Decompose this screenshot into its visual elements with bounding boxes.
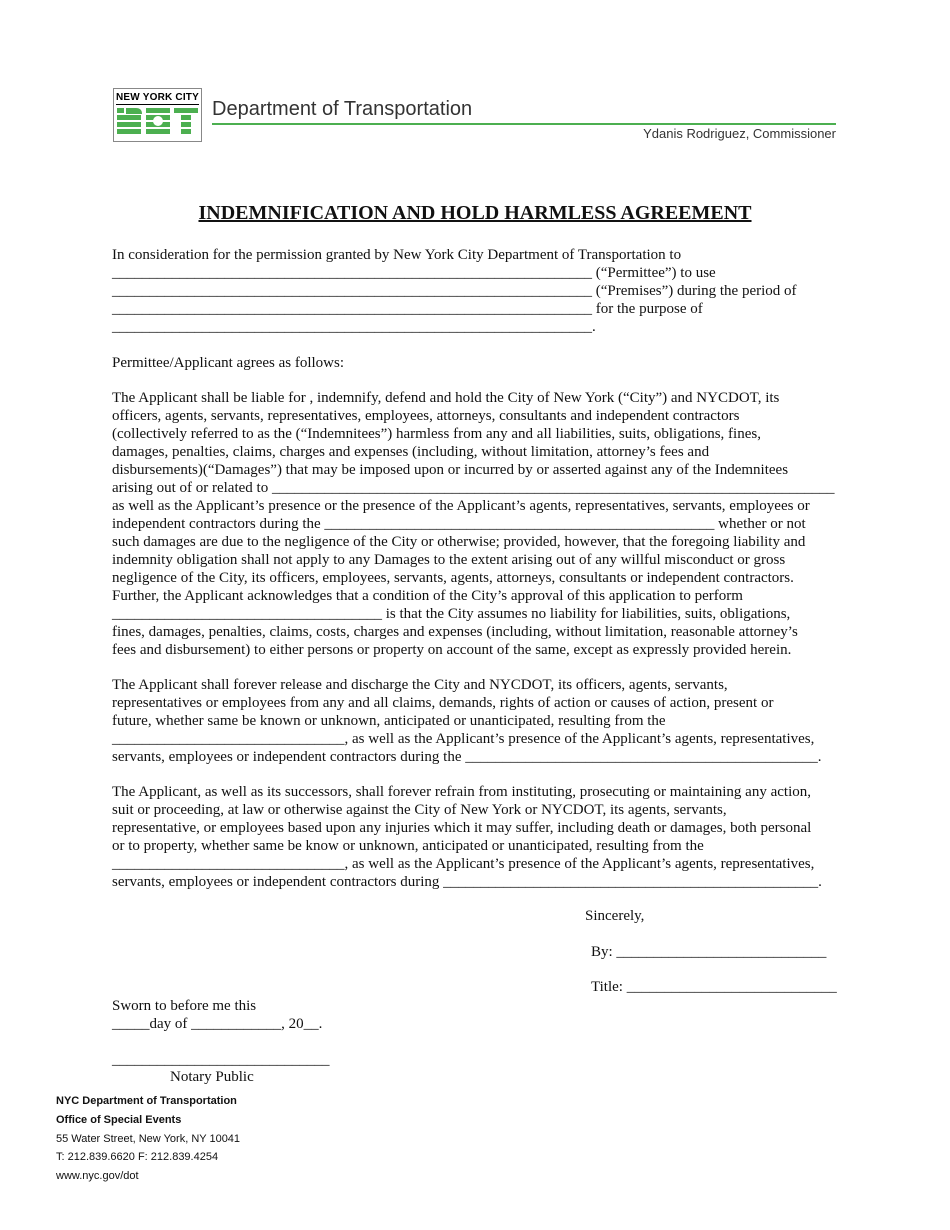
footer-website[interactable]: www.nyc.gov/dot: [56, 1170, 139, 1182]
paragraph1-line: negligence of the City, its officers, employees, servants, agents, attorneys, consultants or independent contractors.: [112, 570, 794, 586]
paragraph1-line: Further, the Applicant acknowledges that a condition of the City’s approval of this application to perform: [112, 588, 743, 604]
footer-office: Office of Special Events: [56, 1114, 182, 1126]
paragraph1-line: such damages are due to the negligence of the City or otherwise; provided, however, that the foregoing liability and: [112, 534, 806, 550]
refrain-field-line[interactable]: _______________________________, as well as the Applicant’s presence of the Applicant’s agents, representatives,: [112, 856, 815, 872]
notary-signature-line[interactable]: _____________________________: [112, 1052, 330, 1068]
paragraph1-line: disbursements)(“Damages”) that may be imposed upon or incurred by or asserted against any of the Indemnitees: [112, 462, 789, 478]
footer-address: 55 Water Street, New York, NY 10041: [56, 1133, 241, 1145]
premises-field-line[interactable]: ________________________________________________________________ (“Premises”) during the period of: [112, 283, 797, 299]
document-title: INDEMNIFICATION AND HOLD HARMLESS AGREEMENT: [198, 202, 752, 224]
paragraph1-line: fees and disbursement) to either persons or property on account of the same, except as expressly provided herein.: [112, 642, 792, 658]
department-title: Department of Transportation: [212, 98, 473, 120]
footer-phone: T: 212.839.6620 F: 212.839.4254: [56, 1151, 219, 1163]
release-during-field-line[interactable]: servants, employees or independent contractors during the _______________________________________________.: [112, 749, 822, 765]
agrees-heading: Permittee/Applicant agrees as follows:: [112, 355, 345, 371]
during-field-line[interactable]: independent contractors during the ____________________________________________________ whether or not: [112, 516, 806, 532]
notary-date-field[interactable]: _____day of ____________, 20__.: [112, 1016, 323, 1032]
paragraph2-line: future, whether same be known or unknown, anticipated or unanticipated, resulting from the: [112, 713, 666, 729]
paragraph1-line: indemnity obligation shall not apply to any Damages to the extent arising out of any willful misconduct or gross: [112, 552, 786, 568]
refrain-during-field-line[interactable]: servants, employees or independent contractors during __________________________________________________.: [112, 874, 822, 890]
paragraph3-line: The Applicant, as well as its successors, shall forever refrain from instituting, prosecuting or maintaining any action,: [112, 784, 811, 800]
header-divider: [212, 123, 836, 125]
paragraph1-line: The Applicant shall be liable for , indemnify, defend and hold the City of New York (“City”) and NYCDOT, its: [112, 390, 780, 406]
paragraph1-line: (collectively referred to as the (“Indemnitees”) harmless from any and all liabilities, suits, obligations, fines,: [112, 426, 761, 442]
paragraph1-line: officers, agents, servants, representatives, employees, attorneys, consultants and independent contractors: [112, 408, 740, 424]
period-field-line[interactable]: ________________________________________________________________ for the purpose of: [112, 301, 703, 317]
arising-field-line[interactable]: arising out of or related to ___________________________________________________________________________: [112, 480, 835, 496]
paragraph1-line: fines, damages, penalties, claims, costs, charges and expenses (including, without limitation, reasonable attorney’s: [112, 624, 798, 640]
paragraph1-line: as well as the Applicant’s presence or the presence of the Applicant’s agents, representatives, servants, employees or: [112, 498, 810, 514]
paragraph3-line: representative, or employees based upon any injuries which it may suffer, including death or damages, both personal: [112, 820, 812, 836]
nyc-dot-logo: [113, 88, 202, 142]
logo-text: NEW YORK CITY: [116, 92, 199, 103]
paragraph2-line: representatives or employees from any and all claims, demands, rights of action or causes of action, present or: [112, 695, 774, 711]
perform-field-line[interactable]: ____________________________________ is that the City assumes no liability for liabilities, suits, obligations,: [112, 606, 791, 622]
notary-label: Notary Public: [170, 1069, 254, 1085]
purpose-field-line[interactable]: ________________________________________________________________.: [112, 319, 596, 335]
signature-by-field[interactable]: By: ____________________________: [591, 944, 827, 960]
signature-title-field[interactable]: Title: ____________________________: [591, 979, 837, 995]
release-field-line[interactable]: _______________________________, as well as the Applicant’s presence of the Applicant’s agents, representatives,: [112, 731, 815, 747]
permittee-field-line[interactable]: ________________________________________________________________ (“Permittee”) to use: [112, 265, 716, 281]
sworn-text: Sworn to before me this: [112, 998, 257, 1014]
footer-org: NYC Department of Transportation: [56, 1095, 237, 1107]
commissioner-name: Ydanis Rodriguez, Commissioner: [643, 126, 836, 141]
paragraph3-line: or to property, whether same be know or unknown, anticipated or unanticipated, resulting from the: [112, 838, 704, 854]
paragraph2-line: The Applicant shall forever release and discharge the City and NYCDOT, its officers, agents, servants,: [112, 677, 728, 693]
paragraph3-line: suit or proceeding, at law or otherwise against the City of New York or NYCDOT, its agents, servants,: [112, 802, 727, 818]
intro-line: In consideration for the permission granted by New York City Department of Transportation to: [112, 247, 682, 263]
dot-logo-icon: [116, 105, 200, 139]
closing: Sincerely,: [585, 908, 645, 924]
paragraph1-line: damages, penalties, claims, charges and expenses (including, without limitation, attorney’s fees and: [112, 444, 710, 460]
